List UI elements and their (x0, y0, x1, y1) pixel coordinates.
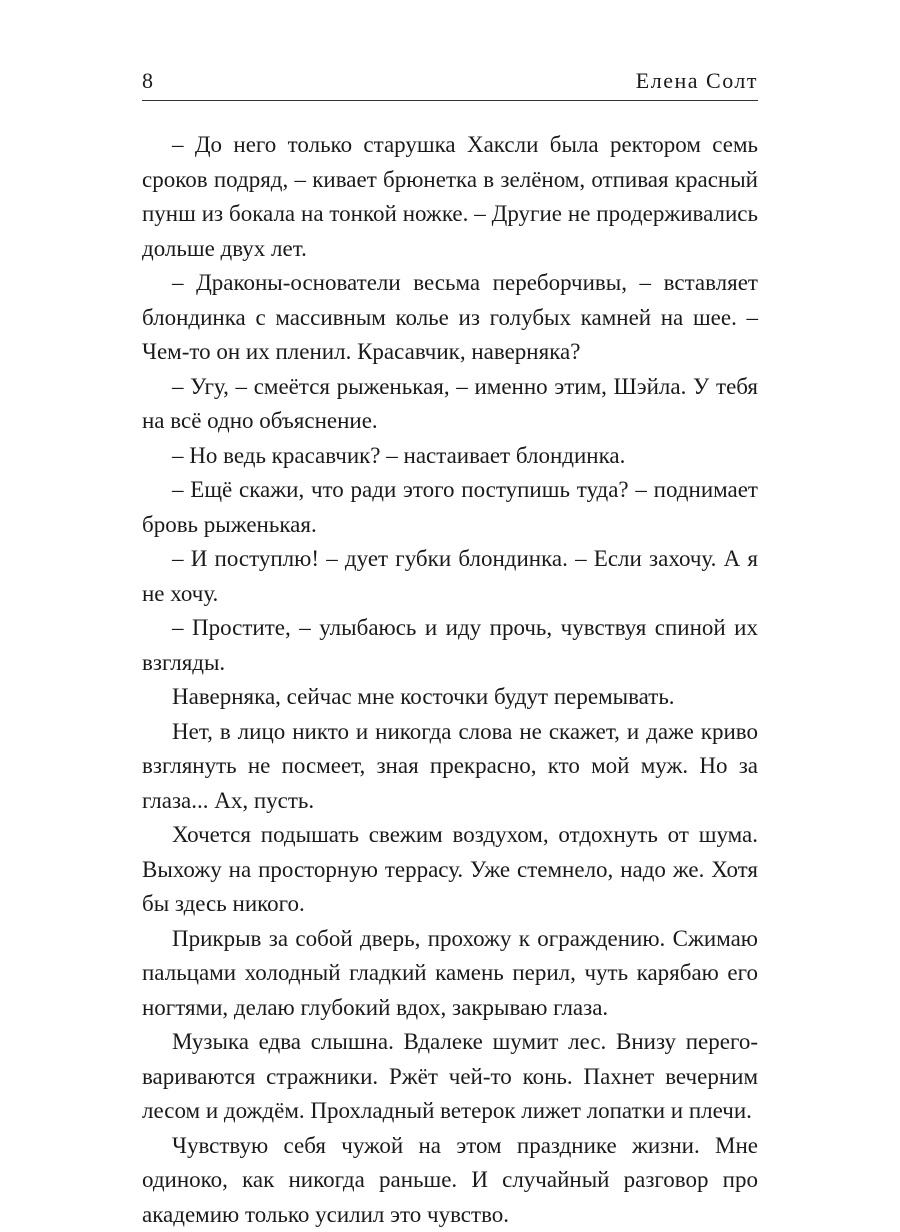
paragraph: – Простите, – улыбаюсь и иду прочь, чувствуя спиной их взгляды. (142, 611, 758, 680)
page-header (142, 66, 758, 101)
author-running-head: Елена Солт (636, 66, 758, 96)
paragraph: Музыка едва слышна. Вдалеке шумит лес. Внизу переговариваются стражники. Ржёт чей-то конь. Пахнет вечерним лесом и дождём. Прохладный ветерок лижет лопатки и плечи. (142, 1025, 758, 1129)
paragraph: Нет, в лицо никто и никогда слова не скажет, и даже криво взглянуть не посмеет, зная прекрасно, кто мой муж. Но за глаза... Ах, пусть. (142, 715, 758, 819)
paragraph: Хочется подышать свежим воздухом, отдохнуть от шума. Выхожу на просторную террасу. Уже стемнело, надо же. Хотя бы здесь никого. (142, 818, 758, 922)
paragraph: Наверняка, сейчас мне косточки будут перемывать. (142, 680, 758, 715)
paragraph: – Драконы-основатели весьма переборчивы, – вставляет блондинка с массивным колье из голубых камней на шее. – Чем-то он их пленил. Красавчик, наверняка? (142, 266, 758, 370)
body-text (142, 128, 758, 1232)
paragraph: – До него только старушка Хаксли была ректором семь сроков подряд, – кивает брюнетка в зелёном, отпивая красный пунш из бокала на тонкой ножке. – Другие не продерживались дольше двух лет. (142, 128, 758, 266)
paragraph: – Ещё скажи, что ради этого поступишь туда? – поднимает бровь рыженькая. (142, 473, 758, 542)
paragraph: – Но ведь красавчик? – настаивает блондинка. (142, 439, 758, 474)
paragraph: Чувствую себя чужой на этом празднике жизни. Мне одиноко, как никогда раньше. И случайный разговор про академию только усилил это чувство. (142, 1129, 758, 1232)
paragraph: – Угу, – смеётся рыженькая, – именно этим, Шэйла. У тебя на всё одно объяснение. (142, 370, 758, 439)
paragraph: Прикрыв за собой дверь, прохожу к ограждению. Сжимаю пальцами холодный гладкий камень перил, чуть карябаю его ногтями, делаю глубокий вдох, закрываю глаза. (142, 922, 758, 1026)
paragraph: – И поступлю! – дует губки блондинка. – Если захочу. А я не хочу. (142, 542, 758, 611)
page-number: 8 (142, 66, 153, 96)
